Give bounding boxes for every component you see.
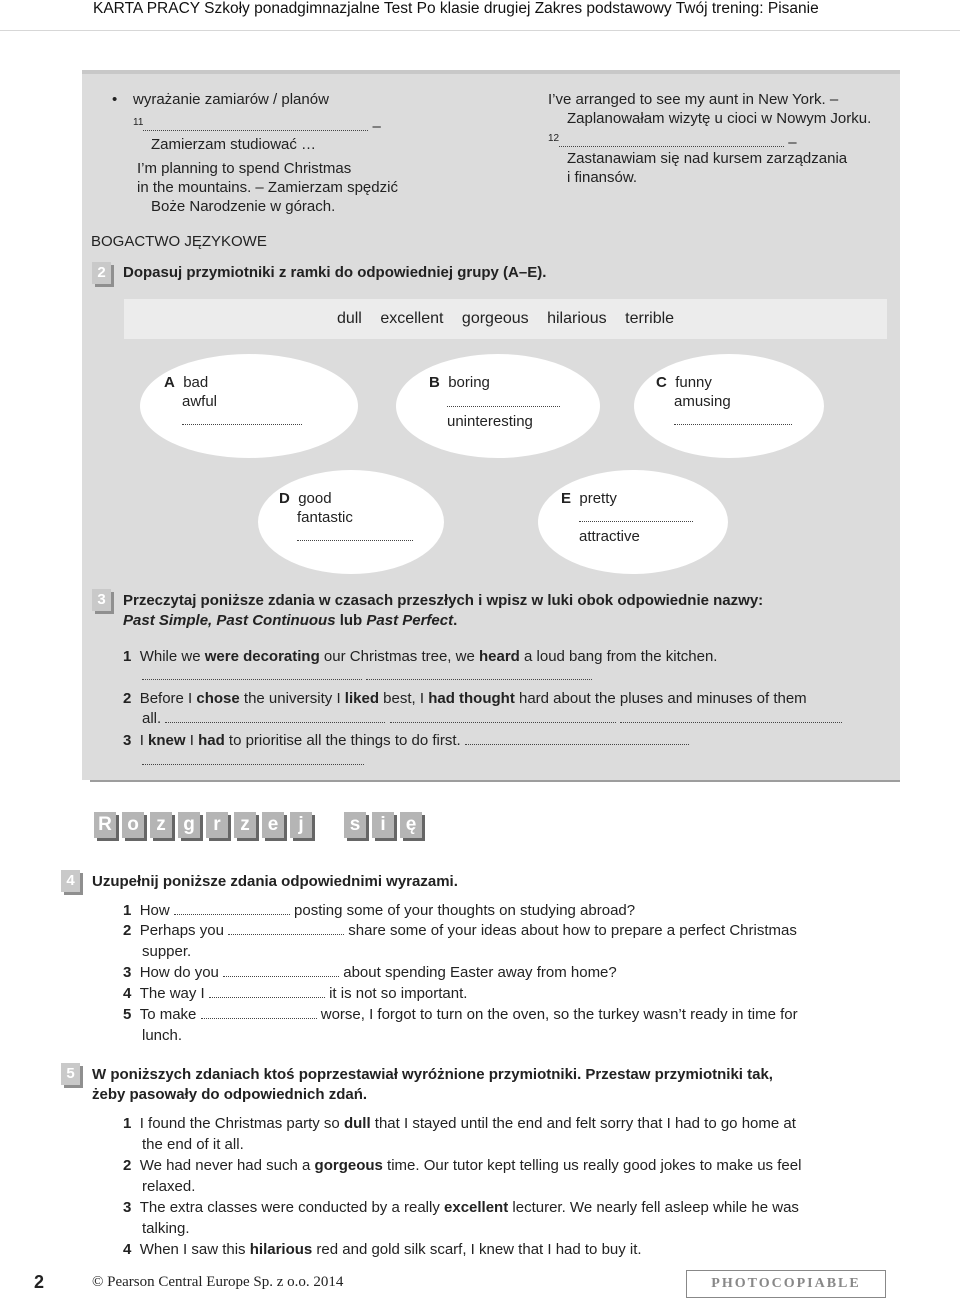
group-b-answer[interactable] — [447, 393, 560, 412]
rozgrzej-tile-8: j — [290, 812, 312, 838]
task-5-title-2: żeby pasowały do odpowiednich zdań. — [92, 1086, 368, 1103]
answer-line-12[interactable]: $^{12}$ – — [548, 133, 797, 151]
task-4-item-2: 2 Perhaps you share some of your ideas about how to prepare a perfect Christmas — [123, 922, 797, 939]
arranged-pl: Zaplanowałam wizytę u cioci w Nowym Jorku. — [567, 110, 872, 127]
example-pl-2: Boże Narodzenie w górach. — [151, 198, 336, 215]
rozgrzej-tile-11: ę — [400, 812, 422, 838]
word-box — [124, 299, 887, 339]
rozgrzej-tile-9: s — [344, 812, 366, 838]
group-c-answer[interactable] — [674, 411, 792, 430]
task-4-title: Uzupełnij poniższe zdania odpowiednimi wyrazami. — [92, 873, 458, 890]
group-a-label: A bad — [164, 374, 209, 391]
task-3-sentence-3: 3 I knew I had to prioritise all the things to do first. — [123, 731, 689, 750]
task-5-item-4: 4 When I saw this hilarious red and gold silk scarf, I knew that I had to buy it. — [123, 1241, 642, 1258]
rozgrzej-tile-2: o — [122, 812, 144, 838]
group-d-word-2: fantastic — [297, 509, 353, 526]
task-4-blank-2[interactable] — [228, 923, 344, 935]
group-c-word-2: amusing — [674, 393, 731, 410]
rozgrzej-tile-10: i — [372, 812, 394, 838]
task-4-number: 4 — [61, 870, 80, 892]
group-d-answer[interactable] — [297, 527, 413, 546]
task-3-title-1: Przeczytaj poniższe zdania w czasach przeszłych i wpisz w luki obok odpowiednie nazwy: — [123, 592, 764, 609]
task-3-answer-2[interactable]: all. — [142, 709, 842, 728]
task-5-item-1: 1 I found the Christmas party so dull that I stayed until the end and felt sorry that I had to go home at — [123, 1115, 796, 1132]
rozgrzej-tile-7: e — [262, 812, 284, 838]
group-e-answer[interactable] — [579, 508, 693, 527]
group-c-label: C funny — [656, 374, 712, 391]
rozgrzej-tile-3: z — [150, 812, 172, 838]
example-en-1: I’m planning to spend Christmas — [137, 160, 352, 177]
task-4-item-2-cont: supper. — [142, 943, 192, 960]
course-pl-2: i finansów. — [567, 169, 638, 186]
task-4-blank-3[interactable] — [223, 965, 339, 977]
answer-line-11[interactable]: $^{11}$ – — [133, 117, 381, 135]
group-b-word-2: uninteresting — [447, 413, 533, 430]
task-4-blank-1[interactable] — [174, 903, 290, 915]
task-5-item-2: 2 We had never had such a gorgeous time. Our tutor kept telling us really good jokes to make us feel — [123, 1157, 802, 1174]
intentions-title: wyrażanie zamiarów / planów — [133, 91, 329, 108]
task-2-number: 2 — [92, 262, 111, 284]
word-hilarious: hilarious — [547, 310, 607, 327]
task-5-number: 5 — [61, 1063, 80, 1085]
group-d-label: D good — [279, 490, 332, 507]
group-b-label: B boring — [429, 374, 490, 391]
task-3-answer-3[interactable] — [142, 751, 364, 770]
arranged-en: I’ve arranged to see my aunt in New York. – — [548, 91, 839, 108]
word-excellent: excellent — [380, 310, 444, 327]
task-5-title-1: W poniższych zdaniach ktoś poprzestawiał wyróżnione przymiotniki. Przestaw przymiotniki tak, — [92, 1066, 773, 1083]
task-5-item-1-cont: the end of it all. — [142, 1136, 244, 1153]
group-e-word-2: attractive — [579, 528, 640, 545]
group-e-label: E pretty — [561, 490, 617, 507]
word-terrible: terrible — [625, 310, 675, 327]
task-5-item-3-cont: talking. — [142, 1220, 190, 1237]
task-4-blank-5[interactable] — [201, 1007, 317, 1019]
rozgrzej-tile-1: R — [94, 812, 116, 838]
rozgrzej-tile-4: g — [178, 812, 200, 838]
task-4-item-5-cont: lunch. — [142, 1027, 183, 1044]
task-3-number: 3 — [92, 589, 111, 611]
task-3-title-2: Past Simple, Past Continuous lub Past Perfect. — [123, 612, 458, 629]
task-4-item-3: 3 How do you about spending Easter away from home? — [123, 964, 617, 981]
studying-text: Zamierzam studiować … — [151, 136, 317, 153]
task-4-item-4: 4 The way I it is not so important. — [123, 985, 468, 1002]
task-3-sentence-1: 1 While we were decorating our Christmas tree, we heard a loud bang from the kitchen. — [123, 648, 718, 665]
rozgrzej-tile-5: r — [206, 812, 228, 838]
task-4-blank-4[interactable] — [209, 986, 325, 998]
example-en-2: in the mountains. – Zamierzam spędzić — [137, 179, 398, 196]
page-header: KARTA PRACY Szkoły ponadgimnazjalne Test Po klasie drugiej Zakres podstawowy Twój trening: Pisanie — [93, 0, 819, 17]
task-3-answer-1[interactable] — [142, 666, 592, 685]
group-a-word-2: awful — [182, 393, 218, 410]
copyright: © Pearson Central Europe Sp. z o.o. 2014 — [92, 1274, 344, 1290]
word-dull: dull — [336, 310, 362, 327]
photocopiable-stamp: PHOTOCOPIABLE — [686, 1270, 886, 1298]
bogactwo-title: BOGACTWO JĘZYKOWE — [91, 233, 267, 250]
header-divider — [0, 30, 960, 31]
rozgrzej-tile-6: z — [234, 812, 256, 838]
bullet-point: • — [112, 91, 118, 108]
page-number: 2 — [34, 1272, 45, 1292]
task-5-item-3: 3 The extra classes were conducted by a really excellent lecturer. We nearly fell asleep while he was — [123, 1199, 799, 1216]
task-2-title: Dopasuj przymiotniki z ramki do odpowiedniej grupy (A–E). — [123, 264, 547, 281]
group-a-oval — [140, 354, 358, 458]
task-5-item-2-cont: relaxed. — [142, 1178, 196, 1195]
task-4-item-1: 1 How posting some of your thoughts on studying abroad? — [123, 902, 636, 919]
task-4-item-5: 5 To make worse, I forgot to turn on the oven, so the turkey wasn’t ready in time for — [123, 1006, 798, 1023]
task-3-sentence-2: 2 Before I chose the university I liked best, I had thought hard about the pluses and minuses of them — [123, 690, 807, 707]
word-gorgeous: gorgeous — [461, 310, 529, 327]
group-a-answer[interactable] — [182, 411, 302, 430]
course-pl-1: Zastanawiam się nad kursem zarządzania — [567, 150, 848, 167]
